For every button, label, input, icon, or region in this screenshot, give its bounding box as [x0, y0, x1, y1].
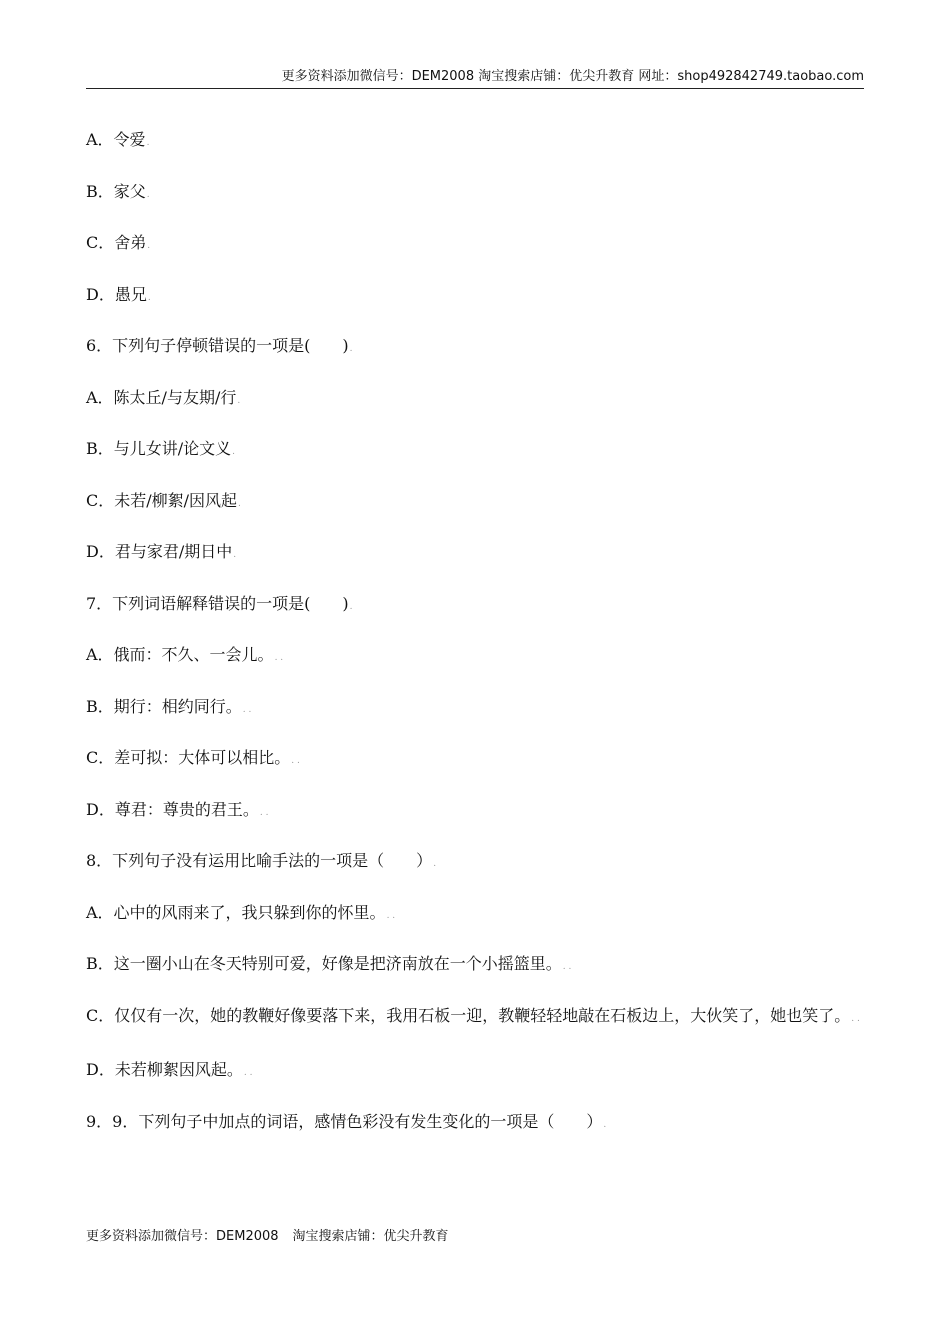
option-line: [86, 794, 864, 826]
line-text: C．未若/柳絮/因风起: [86, 490, 238, 510]
option-line: [86, 536, 864, 568]
paragraph-mark: . .: [562, 962, 572, 972]
option-line: [86, 485, 864, 517]
option-line: [86, 742, 864, 774]
option-line: [86, 948, 864, 980]
line-text: A．俄而：不久、一会儿。: [86, 645, 274, 664]
paragraph-mark: .: [147, 292, 151, 303]
line-text: A．陈太丘/与友期/行: [86, 387, 237, 407]
paragraph-mark: .: [238, 498, 241, 509]
option-line: [86, 176, 864, 208]
paragraph-mark: . .: [242, 704, 252, 715]
option-line: [86, 691, 864, 723]
line-text: C．仅仅有一次，她的教鞭好像要落下来，我用石板一迎，教鞭轻轻地敲在石板边上，大伙笑了，她也笑了。: [86, 1005, 851, 1025]
question-line: [86, 588, 864, 620]
line-text: B．期行：相约同行。: [86, 696, 242, 716]
paragraph-mark: .: [233, 550, 237, 560]
question-content: [86, 124, 864, 1157]
line-text: D．君与家君/期日中: [86, 542, 233, 561]
footer-wechat: 更多资料添加微信号：DEM2008: [86, 1229, 279, 1244]
line-text: A．心中的风雨来了，我只躲到你的怀里。: [86, 902, 386, 922]
paragraph-mark: .: [147, 241, 151, 251]
option-line: [86, 1000, 864, 1035]
line-text: D．愚兄: [86, 284, 147, 304]
page-footer: [86, 1227, 449, 1247]
option-line: [86, 433, 864, 465]
question-line: [86, 330, 864, 362]
line-text: 6．下列句子停顿错误的一项是( ): [86, 336, 349, 355]
option-line: [86, 639, 864, 671]
paragraph-mark: . .: [243, 1068, 253, 1078]
line-text: C．差可拟：大体可以相比。: [86, 748, 291, 767]
question-line: [86, 845, 864, 877]
option-line: [86, 124, 864, 156]
paragraph-mark: .: [603, 1119, 607, 1130]
paragraph-mark: .: [232, 447, 236, 457]
paragraph-mark: . .: [386, 910, 396, 921]
option-line: [86, 382, 864, 414]
paragraph-mark: .: [433, 859, 437, 869]
paragraph-mark: . .: [851, 1013, 860, 1024]
line-text: 7．下列词语解释错误的一项是( ): [86, 593, 349, 613]
line-text: B．家父: [86, 181, 146, 201]
line-text: 9．9．下列句子中加点的词语，感情色彩没有发生变化的一项是（ ）: [86, 1111, 603, 1131]
option-line: [86, 227, 864, 259]
line-text: C．舍弟: [86, 233, 147, 252]
footer-shop: 淘宝搜索店铺：优尖升教育: [292, 1229, 449, 1244]
option-line: [86, 897, 864, 929]
paragraph-mark: .: [146, 138, 150, 148]
question-line: [86, 1106, 864, 1138]
line-text: B．与儿女讲/论文义: [86, 439, 232, 458]
line-text: 8．下列句子没有运用比喻手法的一项是（ ）: [86, 851, 433, 870]
line-text: A．令爱: [86, 130, 146, 149]
page-header: [86, 66, 864, 89]
line-text: D．尊君：尊贵的君王。: [86, 799, 259, 819]
header-text: 更多资料添加微信号：DEM2008 淘宝搜索店铺：优尖升教育 网址：shop492842749.taobao.com: [281, 69, 864, 84]
option-line: [86, 1054, 864, 1086]
option-line: [86, 279, 864, 311]
paragraph-mark: .: [237, 395, 241, 406]
paragraph-mark: .: [146, 189, 150, 200]
paragraph-mark: . .: [291, 756, 300, 766]
paragraph-mark: . .: [259, 807, 269, 818]
paragraph-mark: .: [349, 601, 353, 612]
paragraph-mark: .: [349, 344, 353, 354]
line-text: B．这一圈小山在冬天特别可爱，好像是把济南放在一个小摇篮里。: [86, 954, 562, 973]
paragraph-mark: . .: [274, 653, 284, 663]
line-text: D．未若柳絮因风起。: [86, 1060, 243, 1079]
